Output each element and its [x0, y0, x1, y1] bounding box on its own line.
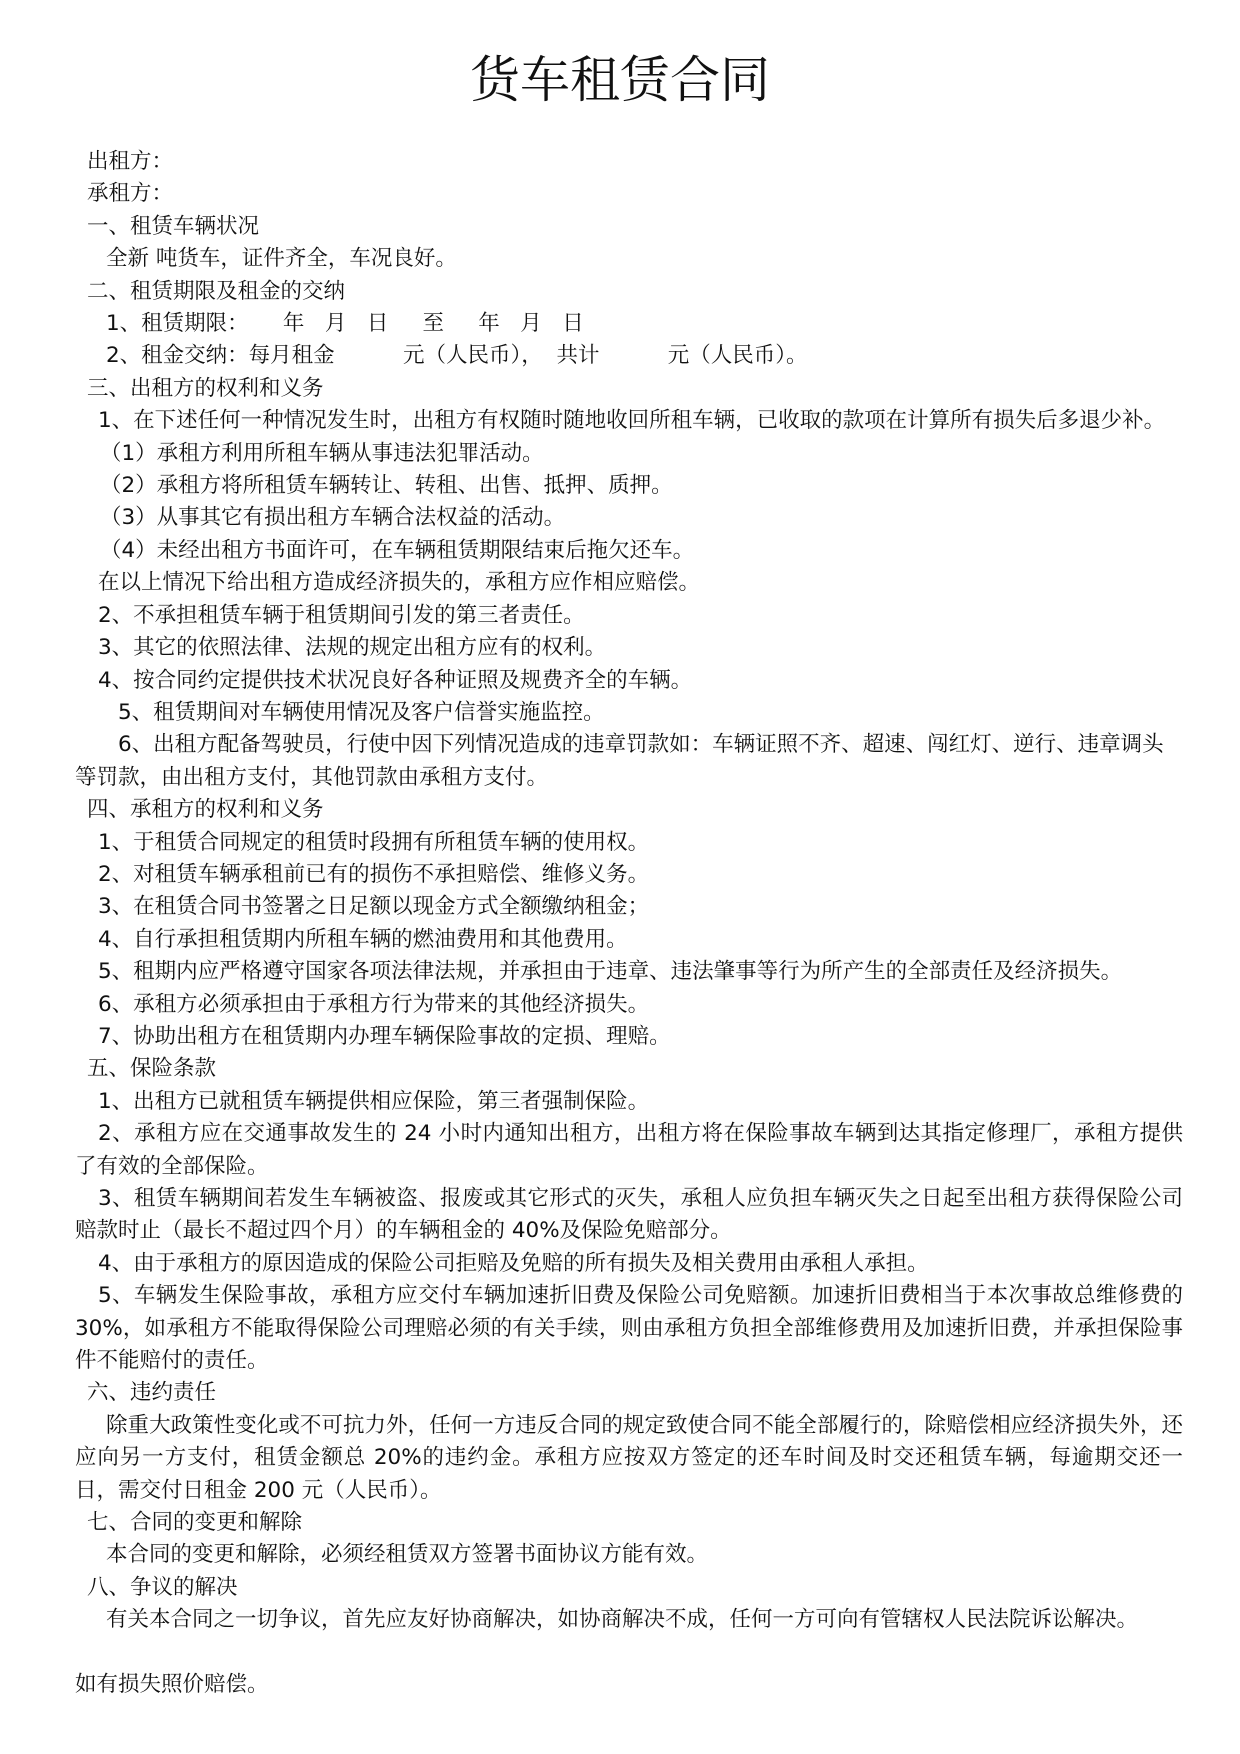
clause: 1、出租方已就租赁车辆提供相应保险，第三者强制保险。: [98, 1088, 650, 1114]
clause: 3、其它的依照法律、法规的规定出租方应有的权利。: [98, 635, 607, 661]
subclause: （4）未经出租方书面许可，在车辆租赁期限结束后拖欠还车。: [100, 537, 695, 563]
clause: 6、承租方必须承担由于承租方行为带来的其他经济损失。: [98, 991, 650, 1017]
section-heading: 三、出租方的权利和义务: [87, 375, 324, 401]
contract-body: [75, 146, 1190, 1701]
clause: 2、不承担租赁车辆于租赁期间引发的第三者责任。: [98, 602, 585, 628]
clause: 2、承租方应在交通事故发生的 24 小时内通知出租方，出租方将在保险事故车辆到达其指定修理厂，承租方提供了有效的全部保险。: [75, 1121, 1183, 1179]
subclause: （1）承租方利用所租车辆从事违法犯罪活动。: [100, 440, 544, 466]
clause: 1、于租赁合同规定的租赁时段拥有所租赁车辆的使用权。: [98, 829, 650, 855]
section-heading: 五、保险条款: [87, 1056, 217, 1082]
paragraph: 全新 吨货车，证件齐全，车况良好。: [106, 246, 457, 272]
section-heading: 六、违约责任: [87, 1380, 217, 1406]
clause: 2、对租赁车辆承租前已有的损伤不承担赔偿、维修义务。: [98, 861, 650, 887]
clause: 3、租赁车辆期间若发生车辆被盗、报废或其它形式的灭失，承租人应负担车辆灭失之日起至出租方获得保险公司赔款时止（最长不超过四个月）的车辆租金的 40%及保险免赔部分。: [75, 1186, 1183, 1244]
clause: 3、在租赁合同书签署之日足额以现金方式全额缴纳租金；: [98, 894, 650, 920]
clause: 5、车辆发生保险事故，承租方应交付车辆加速折旧费及保险公司免赔额。加速折旧费相当于本次事故总维修费的 30%，如承租方不能取得保险公司理赔必须的有关手续，则由承租方负担全部维修费用及加速折旧费，并承担保险事件不能赔付的责任。: [75, 1283, 1190, 1374]
section-heading: 七、合同的变更和解除: [87, 1510, 303, 1536]
subclause: （2）承租方将所租赁车辆转让、转租、出售、抵押、质押。: [100, 473, 673, 499]
paragraph: 在以上情况下给出租方造成经济损失的，承租方应作相应赔偿。: [98, 570, 701, 596]
section-heading: 一、租赁车辆状况: [87, 213, 260, 239]
paragraph: 本合同的变更和解除，必须经租赁双方签署书面协议方能有效。: [106, 1542, 709, 1568]
section-heading: 四、承租方的权利和义务: [87, 797, 324, 823]
paragraph: 除重大政策性变化或不可抗力外，任何一方违反合同的规定致使合同不能全部履行的，除赔偿相应经济损失外，还应向另一方支付，租赁金额总 20%的违约金。承租方应按双方签定的还车时间及时交还租赁车辆，每逾期交还一日，需交付日租金 200 元（人民币）。: [75, 1412, 1183, 1503]
lessor-label: 出租方：: [87, 149, 174, 174]
paragraph: 有关本合同之一切争议，首先应友好协商解决，如协商解决不成，任何一方可向有管辖权人民法院诉讼解决。: [106, 1607, 1139, 1633]
footer-note: 如有损失照价赔偿。: [75, 1672, 269, 1698]
clause: 5、租赁期间对车辆使用情况及客户信誉实施监控。: [118, 699, 605, 725]
clause: 1、租赁期限： 年 月 日 至 年 月 日: [106, 311, 584, 337]
clause: 7、协助出租方在租赁期内办理车辆保险事故的定损、理赔。: [98, 1023, 671, 1049]
clause: 2、租金交纳：每月租金 元（人民币）， 共计 元（人民币）。: [106, 343, 808, 369]
blank-line: [75, 1637, 1183, 1669]
lessee-label: 承租方：: [87, 181, 174, 207]
clause: 1、在下述任何一种情况发生时，出租方有权随时随地收回所租车辆，已收取的款项在计算所有损失后多退少补。: [98, 408, 1166, 434]
document-title: 货车租赁合同: [470, 51, 770, 109]
clause: 6、出租方配备驾驶员，行使中因下列情况造成的违章罚款如：车辆证照不齐、超速、闯红灯、逆行、违章调头: [118, 732, 1164, 758]
clause: 4、按合同约定提供技术状况良好各种证照及规费齐全的车辆。: [98, 667, 693, 693]
clause: 5、租期内应严格遵守国家各项法律法规，并承担由于违章、违法肇事等行为所产生的全部责任及经济损失。: [98, 959, 1123, 985]
clause-continuation: 等罚款，由出租方支付，其他罚款由承租方支付。: [75, 764, 549, 790]
section-heading: 二、租赁期限及租金的交纳: [87, 278, 346, 304]
subclause: （3）从事其它有损出租方车辆合法权益的活动。: [100, 505, 566, 531]
clause: 4、自行承担租赁期内所租车辆的燃油费用和其他费用。: [98, 926, 628, 952]
clause: 4、由于承租方的原因造成的保险公司拒赔及免赔的所有损失及相关费用由承租人承担。: [98, 1250, 929, 1276]
section-heading: 八、争议的解决: [87, 1574, 238, 1600]
